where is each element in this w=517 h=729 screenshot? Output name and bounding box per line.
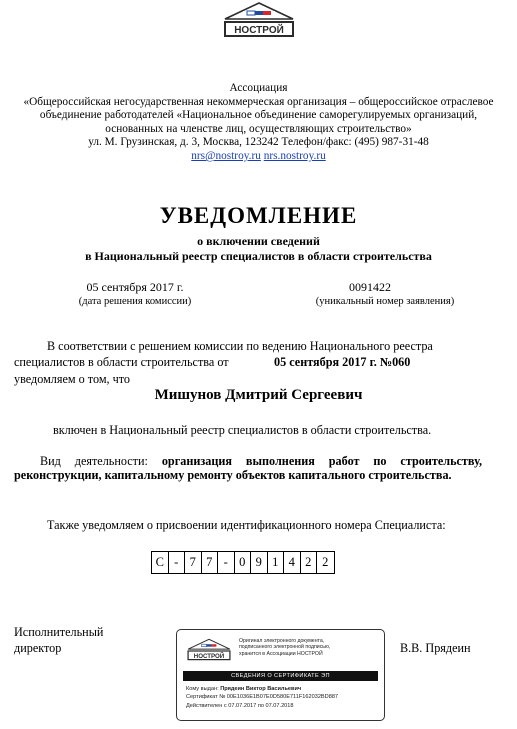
activity-value: организация выполнения работ по строительству, реконструкции, капитальному ремонту объектов капитального строительства.: [14, 454, 483, 483]
stamp-logo-text: НОСТРОЙ: [193, 652, 225, 660]
id-char: 7: [185, 552, 202, 573]
stamp-validity: Действителен с 07.07.2017 по 07.07.2018: [186, 702, 294, 709]
issued-to: Прядеин Виктор Васильевич: [220, 686, 302, 692]
notice-subtitle: [0, 234, 517, 263]
signer-name: В.В. Прядеин: [400, 641, 471, 655]
signer-position-1: Исполнительный: [14, 625, 104, 639]
nostroy-logo: [220, 2, 298, 42]
assoc-full-name-3: основанных на членстве лиц, осуществляющих строительство»: [105, 122, 412, 135]
decision-reference: 05 сентября 2017 г. №060: [274, 355, 411, 369]
id-char: -: [169, 552, 186, 573]
id-char: 4: [284, 552, 301, 573]
stamp-note-line-3: хранится в Ассоциации НОСТРОЙ: [239, 650, 323, 657]
stamp-issued: [186, 685, 378, 693]
activity-type: [14, 454, 482, 482]
application-number: 0091422: [349, 280, 391, 294]
assoc-links: [0, 150, 517, 164]
logo-text: НОСТРОЙ: [234, 25, 284, 36]
activity-label: Вид деятельности:: [40, 454, 148, 468]
stamp-note-line-1: Оригинал электронного документа,: [239, 638, 325, 644]
id-char: 2: [322, 555, 329, 569]
assoc-address: ул. М. Грузинская, д. 3, Москва, 123242 Телефон/факс: (495) 987-31-48: [88, 136, 429, 149]
subtitle-line-2: в Национальный реестр специалистов в области строительства: [85, 248, 432, 263]
email-link[interactable]: nrs@nostroy.ru: [191, 149, 261, 162]
application-number-caption: (уникальный номер заявления): [315, 296, 455, 307]
stamp-certificate-info: [186, 685, 378, 710]
id-notice: Также уведомляем о присвоении идентификационного номера Специалиста:: [47, 518, 446, 532]
subtitle-line-1: о включении сведений: [197, 234, 320, 248]
specialist-name: Мишунов Дмитрий Сергеевич: [154, 387, 363, 403]
id-char: 1: [268, 552, 285, 573]
para-line-1: В соответствии с решением комиссии по ведению Национального реестра: [47, 339, 433, 353]
id-char: 9: [251, 552, 268, 573]
decision-date-caption: (дата решения комиссии): [78, 296, 192, 307]
stamp-original-note: [239, 638, 379, 657]
stamp-certificate-header: СВЕДЕНИЯ О СЕРТИФИКАТЕ ЭП: [183, 671, 378, 681]
assoc-full-name-2: объединение работодателей «Национальное объединение саморегулируемых организаций,: [39, 109, 478, 122]
id-char: 2: [301, 552, 318, 573]
association-header: [0, 82, 517, 164]
stamp-cert: [186, 693, 378, 701]
cert-number: 00E1036E1B07E0D580E711F162032BD887: [226, 694, 339, 701]
e-signature-stamp: [176, 629, 385, 721]
issued-label: Кому выдан:: [186, 686, 219, 692]
cert-label: Сертификат №: [186, 694, 226, 701]
logo-icon: [220, 2, 298, 42]
id-char: -: [218, 552, 235, 573]
site-link[interactable]: nrs.nostroy.ru: [263, 149, 326, 162]
assoc-full-name-1: «Общероссийская негосударственная некоммерческая организация – общероссийское отраслевое: [23, 95, 494, 108]
included-text: включен в Национальный реестр специалистов в области строительства.: [53, 423, 432, 437]
id-char: С: [152, 552, 169, 573]
specialist-id-number: [151, 551, 335, 574]
signer-position-2: директор: [14, 641, 62, 655]
para-line-2: специалистов в области строительства от: [14, 355, 229, 369]
id-char: 0: [235, 552, 252, 573]
para-line-3: уведомляем о том, что: [14, 372, 131, 386]
stamp-note-line-2: подписанного электронной подписью,: [239, 644, 331, 651]
id-char: 7: [202, 552, 219, 573]
stamp-logo-icon: [185, 638, 233, 664]
decision-date: 05 сентября 2017 г.: [86, 280, 184, 294]
notice-title: УВЕДОМЛЕНИЕ: [159, 203, 358, 228]
assoc-name: Ассоциация: [229, 82, 288, 94]
